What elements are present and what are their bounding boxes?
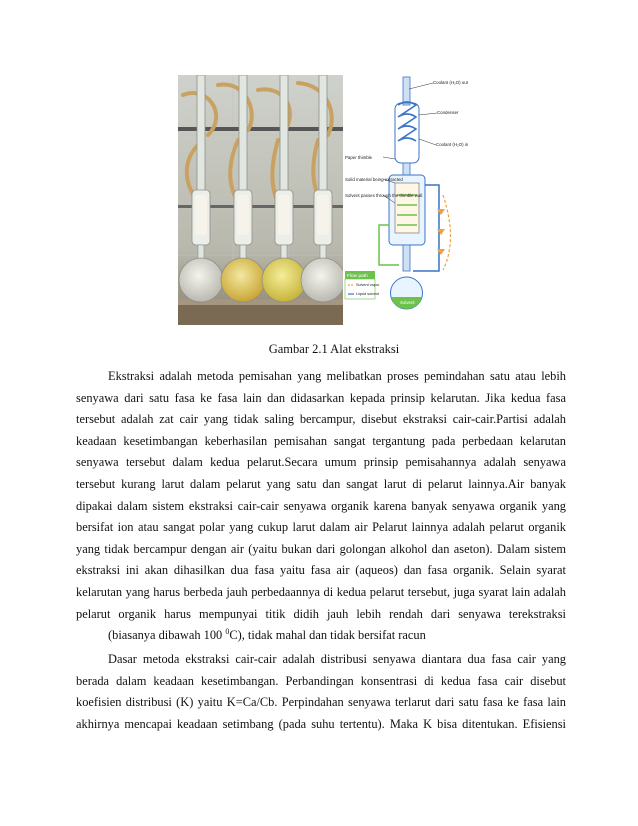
- soxhlet-photo: [178, 75, 343, 325]
- figure-extraction-apparatus: [178, 75, 474, 325]
- paragraph-1-last-line: [76, 625, 566, 647]
- degree-superscript: 0: [225, 627, 230, 636]
- paragraph-1-last-pre: (biasanya dibawah 100: [108, 628, 226, 643]
- paragraph-2-text: Dasar metoda ekstraksi cair-cair adalah distribusi senyawa diantara dua fasa cair yang berada dalam keadaan kesetimbangan. Perbandingan konsentrasi di kedua fasa cair disebut koefisien distribusi (K) yaitu K=Ca/Cb. Perpindahan senyawa terlarut dari satu fasa ke fasa lain akhirnya mencapai keadaan setimbang (pada suhu tertentu). Maka K bisa ditentukan. Efisiensi: [76, 652, 566, 731]
- label-flow-path: Flow path: [347, 274, 368, 279]
- label-liquid-solvent: Liquid solvent: [356, 292, 380, 296]
- label-solid-material: Solid material being extracted: [345, 177, 403, 182]
- label-solvent-vapor: Solvent vapor: [356, 283, 380, 287]
- paragraph-2: [76, 649, 566, 779]
- paragraph-1: [76, 366, 566, 644]
- label-paper-thimble: Paper thimble: [345, 155, 373, 160]
- label-coolant-in: Coolant (H₂O) in: [436, 142, 469, 147]
- soxhlet-schematic: [343, 75, 474, 325]
- label-solvent: Solvent: [400, 300, 415, 305]
- label-condenser: Condenser: [437, 110, 459, 115]
- label-coolant-out: Coolant (H₂O) out: [433, 80, 468, 85]
- label-solvent-passes: Solvent passes through the thimble wall: [345, 193, 423, 198]
- paragraph-1-last-post: C), tidak mahal dan tidak bersifat racun: [229, 628, 426, 643]
- figure-caption: Gambar 2.1 Alat ekstraksi: [268, 342, 400, 356]
- paragraph-1-text: Ekstraksi adalah metoda pemisahan yang melibatkan proses pemindahan satu atau lebih senyawa dari satu fasa ke fasa lain dan didasarkan kepada prinsip kelarutan. Jika kedua fasa tersebut adalah zat cair yang tidak saling bercampur, disebut ekstraksi cair-cair.Partisi adalah keadaan kesetimbangan keberhasilan pemisahan sangat tergantung pada perbedaan kelarutan senyawa tersebut dalam kedua pelarut.Secara umum prinsip pemisahannya adalah senyawa tersebut kurang larut dalam pelarut yang satu dan sangat larut di pelarut lainnya.Air banyak dipakai dalam sistem ekstraksi cair-cair senyawa organik karena banyak senyawa organik yang bersifat ion atau sangat polar yang cukup larut dalam air Pelarut lainnya adalah pelarut organik yang tidak bercampur dengan air (yaitu bukan dari golongan alkohol dan aseton). Dalam sistem ekstraksi ini akan dihasilkan dua fasa yaitu fasa air (aqueos) dan fasa organik. Selain syarat kelarutan yang harus berbeda jauh perbedaannya di kedua pelarut tersebut, juga syarat lain adalah pelarut organik harus mempunyai titik didih jauh lebih rendah dari senyawa terekstraksi: [76, 369, 566, 621]
